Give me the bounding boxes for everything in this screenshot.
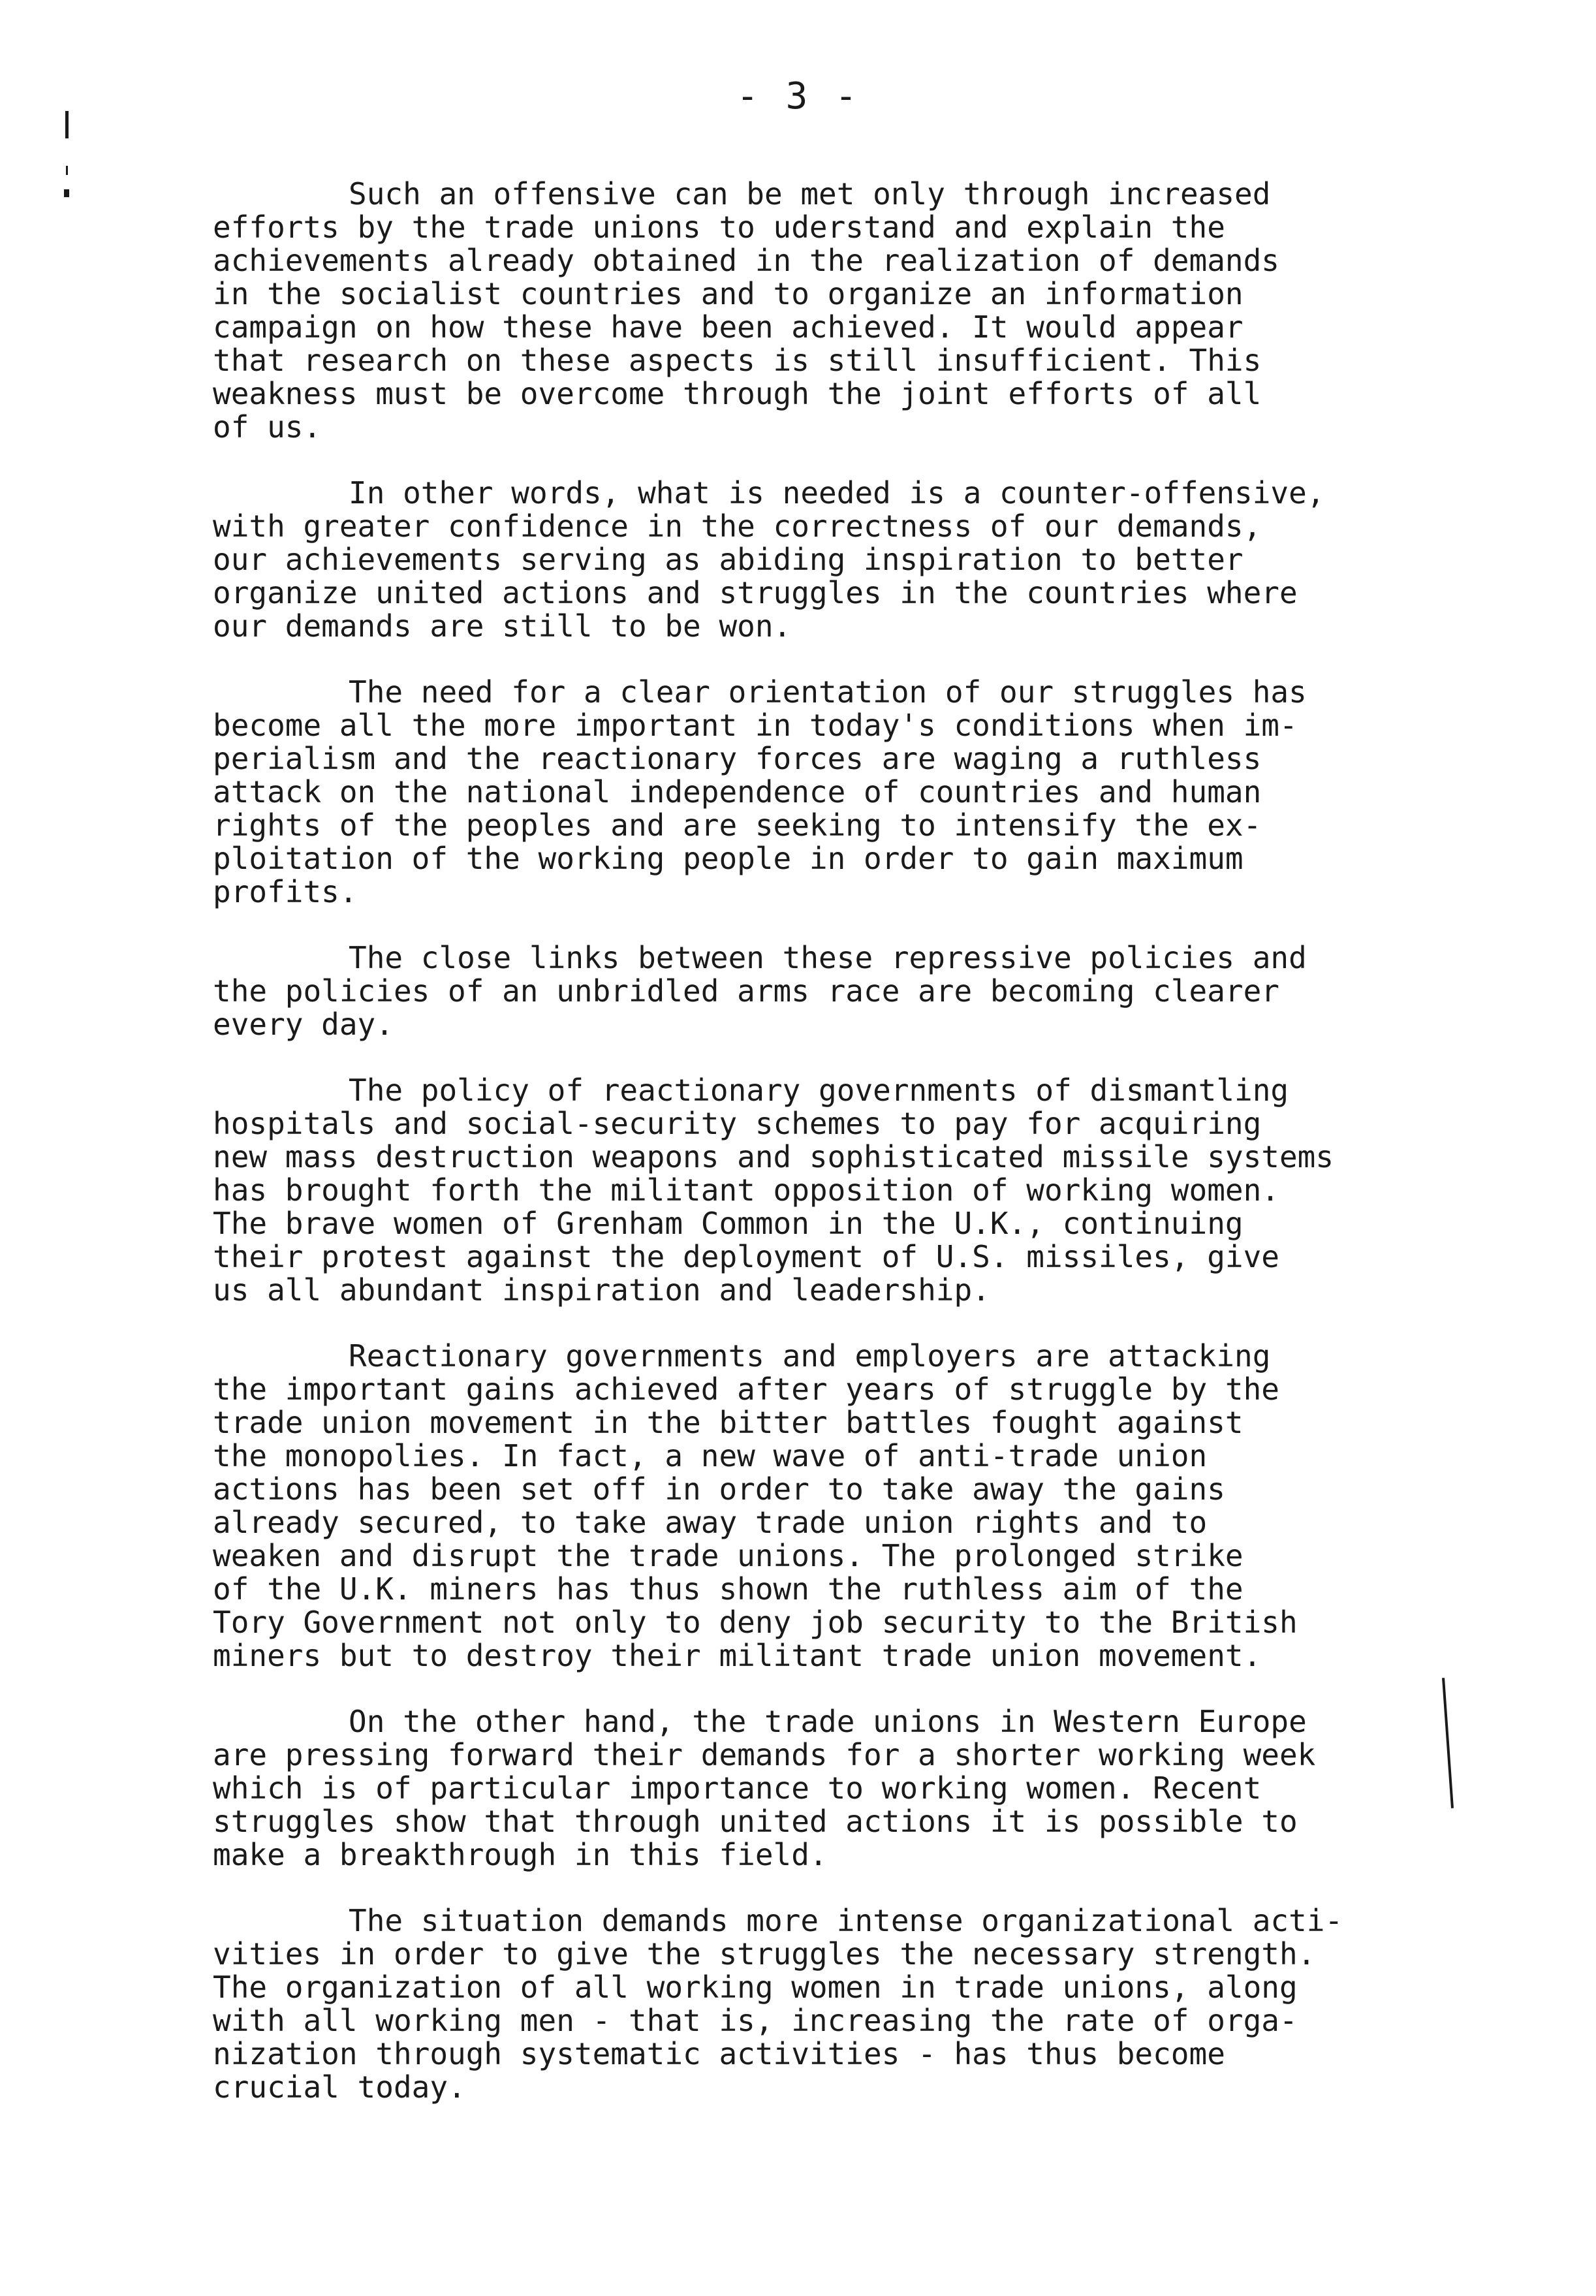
paragraph — [213, 1340, 1453, 1673]
text-line: trade union movement in the bitter battles fought against — [213, 1405, 1244, 1440]
text-line: in the socialist countries and to organize an information — [213, 276, 1244, 311]
text-line: weaken and disrupt the trade unions. The prolonged strike — [213, 1538, 1244, 1573]
text-line: The brave women of Grenham Common in the U.K., continuing — [213, 1206, 1244, 1241]
text-line: has brought forth the militant opposition of working women. — [213, 1172, 1279, 1208]
text-line: with all working men - that is, increasing the rate of orga- — [213, 2003, 1298, 2038]
text-line: their protest against the deployment of U.S. missiles, give — [213, 1239, 1279, 1274]
text-line: us all abundant inspiration and leadership. — [213, 1272, 990, 1308]
text-line: make a breakthrough in this field. — [213, 1837, 828, 1872]
text-line: miners but to destroy their militant trade union movement. — [213, 1638, 1262, 1673]
text-line: of us. — [213, 409, 322, 445]
page-number: - 3 - — [736, 75, 860, 118]
text-line: perialism and the reactionary forces are waging a ruthless — [213, 741, 1262, 776]
text-line: Such an offensive can be met only through increased — [349, 176, 1271, 212]
margin-mark — [66, 166, 68, 175]
document-body — [213, 178, 1453, 2137]
text-line: nization through systematic activities - has thus become — [213, 2036, 1225, 2071]
text-line: every day. — [213, 1007, 394, 1042]
text-line: of the U.K. miners has thus shown the ruthless aim of the — [213, 1571, 1244, 1607]
text-line: The situation demands more intense organizational acti- — [349, 1903, 1343, 1938]
text-line: On the other hand, the trade unions in Western Europe — [349, 1704, 1307, 1739]
text-line: In other words, what is needed is a counter-offensive, — [349, 475, 1325, 511]
text-line: weakness must be overcome through the joint efforts of all — [213, 376, 1262, 411]
text-line: Tory Government not only to deny job security to the British — [213, 1605, 1298, 1640]
text-line: our achievements serving as abiding inspiration to better — [213, 542, 1244, 577]
margin-mark — [64, 189, 69, 197]
text-line: become all the more important in today's conditions when im- — [213, 708, 1298, 743]
text-line: the important gains achieved after years of struggle by the — [213, 1372, 1279, 1407]
text-line: are pressing forward their demands for a shorter working week — [213, 1737, 1316, 1772]
text-line: the policies of an unbridled arms race are becoming clearer — [213, 973, 1279, 1009]
paragraph — [213, 178, 1453, 444]
text-line: campaign on how these have been achieved. It would appear — [213, 309, 1244, 345]
text-line: achievements already obtained in the realization of demands — [213, 243, 1279, 278]
text-line: The policy of reactionary governments of dismantling — [349, 1073, 1289, 1108]
text-line: our demands are still to be won. — [213, 608, 792, 644]
text-line: already secured, to take away trade union rights and to — [213, 1505, 1208, 1540]
text-line: The need for a clear orientation of our struggles has — [349, 674, 1307, 710]
text-line: vities in order to give the struggles the necessary strength. — [213, 1936, 1316, 1972]
text-line: efforts by the trade unions to uderstand and explain the — [213, 210, 1225, 245]
paragraph — [213, 941, 1453, 1041]
text-line: The close links between these repressive policies and — [349, 940, 1307, 975]
text-line: ploitation of the working people in order to gain maximum — [213, 841, 1244, 876]
text-line: profits. — [213, 874, 358, 909]
paragraph — [213, 477, 1453, 643]
text-line: with greater confidence in the correctness of our demands, — [213, 509, 1262, 544]
paragraph — [213, 1074, 1453, 1307]
paragraph — [213, 1705, 1453, 1872]
text-line: crucial today. — [213, 2069, 466, 2105]
paragraph — [213, 676, 1453, 909]
text-line: rights of the peoples and are seeking to intensify the ex- — [213, 808, 1262, 843]
text-line: new mass destruction weapons and sophisticated missile systems — [213, 1139, 1334, 1174]
text-line: attack on the national independence of countries and human — [213, 774, 1262, 810]
text-line: struggles show that through united actions it is possible to — [213, 1804, 1298, 1839]
text-line: actions has been set off in order to take away the gains — [213, 1471, 1225, 1507]
text-line: the monopolies. In fact, a new wave of anti-trade union — [213, 1438, 1208, 1473]
text-line: Reactionary governments and employers are attacking — [349, 1338, 1271, 1374]
text-line: that research on these aspects is still insufficient. This — [213, 343, 1262, 378]
text-line: organize united actions and struggles in the countries where — [213, 575, 1298, 610]
paragraph — [213, 1904, 1453, 2104]
text-line: The organization of all working women in trade unions, along — [213, 1970, 1298, 2005]
text-line: hospitals and social-security schemes to pay for acquiring — [213, 1106, 1262, 1141]
text-line: which is of particular importance to working women. Recent — [213, 1770, 1262, 1806]
